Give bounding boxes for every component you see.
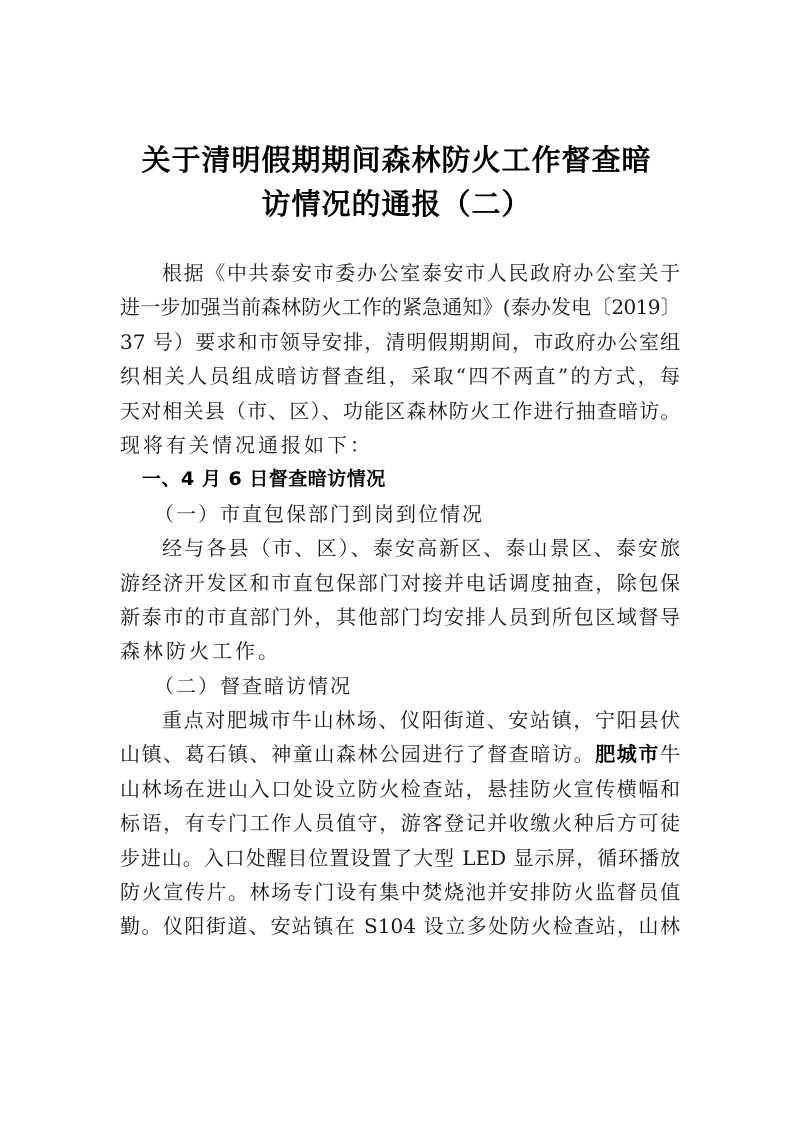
text-line: 天对相关县（市、区）、功能区森林防火工作进行抽查暗访。 xyxy=(120,398,680,423)
text-line: 37 号）要求和市领导安排，清明假期期间，市政府办公室组 xyxy=(120,329,680,354)
subsection-2-paragraph xyxy=(120,703,680,944)
text-line: 重点对肥城市牛山林场、仪阳街道、安站镇，宁阳县伏 xyxy=(162,708,680,733)
document-title xyxy=(100,138,693,226)
subsection-1-paragraph xyxy=(120,531,680,669)
section-1-heading: 一、4 月 6 日督查暗访情况 xyxy=(142,468,386,491)
text-line: 游经济开发区和市直包保部门对接并电话调度抽查，除包保 xyxy=(120,570,680,595)
intro-paragraph xyxy=(120,256,680,462)
text-line: 经与各县（市、区）、泰安高新区、泰山景区、泰安旅 xyxy=(162,536,680,561)
text-segment: 山镇、葛石镇、神童山森林公园进行了督查暗访。 xyxy=(120,742,596,767)
text-line: 标语，有专门工作人员值守，游客登记并收缴火种后方可徒 xyxy=(120,811,680,836)
text-line: 现将有关情况通报如下： xyxy=(120,432,373,457)
text-line: 森林防火工作。 xyxy=(120,639,281,664)
text-line: 防火宣传片。林场专门设有集中焚烧池并安排防火监督员值 xyxy=(120,880,680,905)
text-line: 勤。仪阳街道、安站镇在 S104 设立多处防火检查站，山林 xyxy=(120,914,680,939)
title-line-1: 关于清明假期期间森林防火工作督查暗 xyxy=(141,143,652,177)
title-line-2: 访情况的通报（二） xyxy=(261,187,532,221)
subsection-1-heading: （一）市直包保部门到岗到位情况 xyxy=(154,501,484,526)
text-line: 进一步加强当前森林防火工作的紧急通知》(泰办发电〔2019〕 xyxy=(120,295,680,320)
document-body xyxy=(120,256,680,944)
text-line: 步进山。入口处醒目位置设置了大型 LED 显示屏，循环播放 xyxy=(120,845,680,870)
text-line: 根据《中共泰安市委办公室泰安市人民政府办公室关于 xyxy=(162,261,680,285)
text-segment: 牛 xyxy=(660,742,681,767)
subsection-2-heading: （二）督查暗访情况 xyxy=(154,673,352,698)
text-line: 山林场在进山入口处设立防火检查站，悬挂防火宣传横幅和 xyxy=(120,776,680,801)
text-line: 新泰市的市直部门外，其他部门均安排人员到所包区域督导 xyxy=(120,604,680,629)
bold-place-name: 肥城市 xyxy=(595,742,661,767)
text-line: 织相关人员组成暗访督查组，采取“四不两直”的方式，每 xyxy=(120,364,680,389)
text-line xyxy=(120,737,680,771)
